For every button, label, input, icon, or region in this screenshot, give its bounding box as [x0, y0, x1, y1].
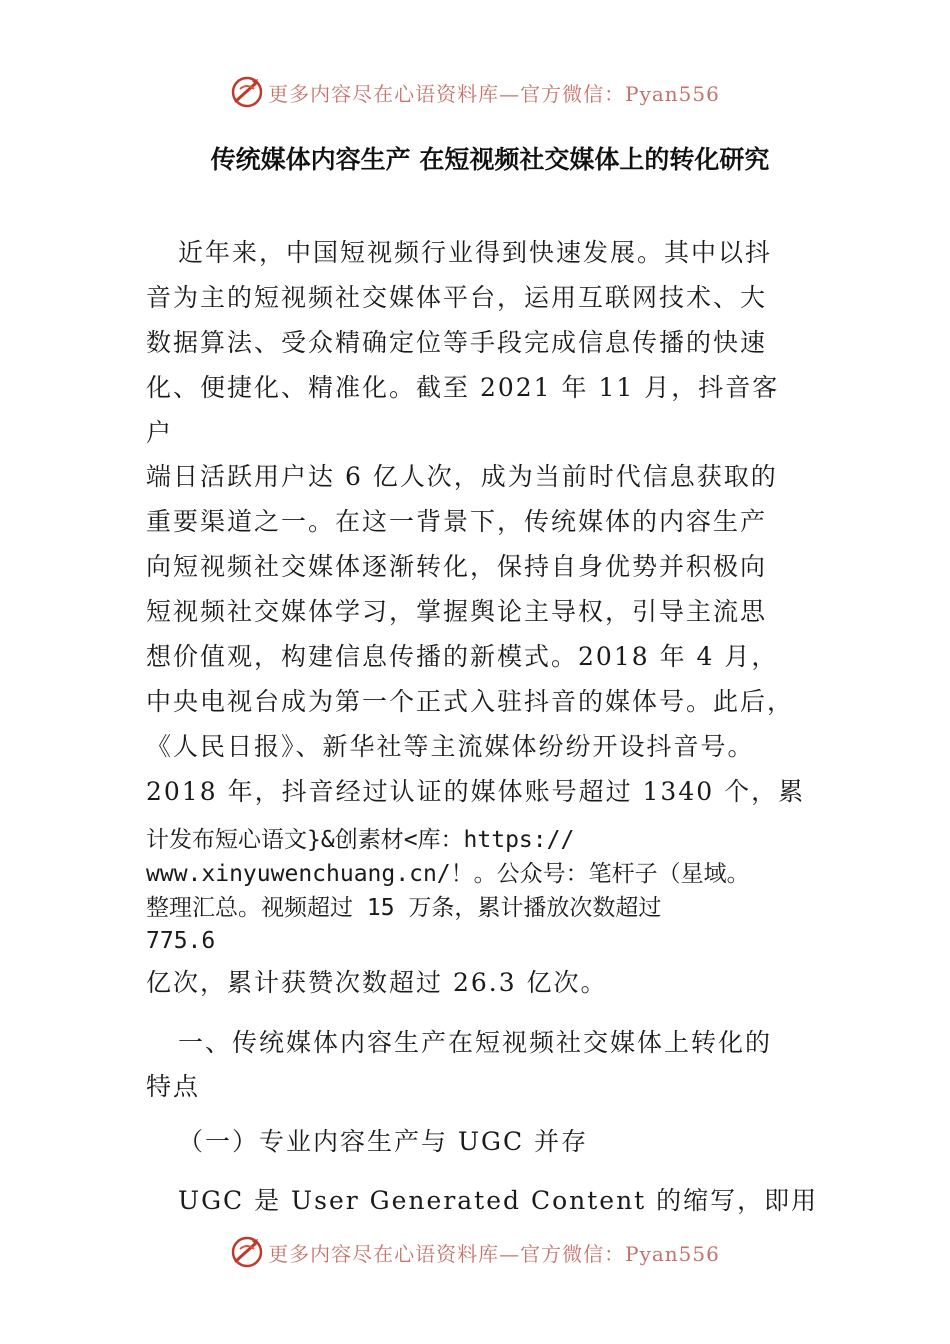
body-line: 数据算法、受众精确定位等手段完成信息传播的快速: [146, 328, 768, 357]
body-line: 音为主的短视频社交媒体平台，运用互联网技术、大: [146, 283, 768, 312]
body-line: 整理汇总。视频超过 15 万条，累计播放次数超过: [146, 895, 662, 921]
logo-icon: [230, 75, 264, 109]
body-line: 近年来，中国短视频行业得到快速发展。其中以抖: [178, 238, 773, 267]
header-banner: [0, 72, 950, 112]
logo-icon: [230, 1235, 264, 1269]
body-line: www.xinyuwenchuang.cn/！。公众号：笔杆子（星域。: [146, 861, 750, 887]
body-line: 户: [146, 418, 174, 447]
body-line: 化、便捷化、精准化。截至 2021 年 11 月，抖音客: [146, 373, 780, 402]
body-line: 中央电视台成为第一个正式入驻抖音的媒体号。此后，: [146, 687, 795, 716]
body-line: 计发布短心语文}&创素材<库：https://: [146, 827, 575, 853]
body-line: 短视频社交媒体学习，掌握舆论主导权，引导主流思: [146, 597, 768, 626]
body-line: 《人民日报》、新华社等主流媒体纷纷开设抖音号。: [146, 732, 755, 761]
footer-banner-text: 更多内容尽在心语资料库—官方微信：Pyan556: [268, 1241, 720, 1266]
body-line: 端日活跃用户达 6 亿人次，成为当前时代信息获取的: [146, 462, 778, 491]
body-line: 想价值观，构建信息传播的新模式。2018 年 4 月，: [146, 642, 779, 671]
section-heading: 一、传统媒体内容生产在短视频社交媒体上转化的: [178, 1028, 773, 1057]
body-line: 向短视频社交媒体逐渐转化，保持自身优势并积极向: [146, 552, 768, 581]
body-line: 2018 年，抖音经过认证的媒体账号超过 1340 个，累: [146, 777, 806, 806]
subsection-heading: （一）专业内容生产与 UGC 并存: [178, 1127, 589, 1156]
document-title: 传统媒体内容生产 在短视频社交媒体上的转化研究: [210, 145, 770, 174]
body-line: UGC 是 User Generated Content 的缩写，即用: [178, 1186, 819, 1215]
header-banner-text: 更多内容尽在心语资料库—官方微信：Pyan556: [268, 81, 720, 106]
body-line: 775.6: [146, 928, 216, 954]
footer-banner: [0, 1232, 950, 1272]
section-heading-continued: 特点: [146, 1072, 201, 1101]
body-line: 亿次，累计获赞次数超过 26.3 亿次。: [146, 968, 608, 997]
body-line: 重要渠道之一。在这一背景下，传统媒体的内容生产: [146, 507, 768, 536]
